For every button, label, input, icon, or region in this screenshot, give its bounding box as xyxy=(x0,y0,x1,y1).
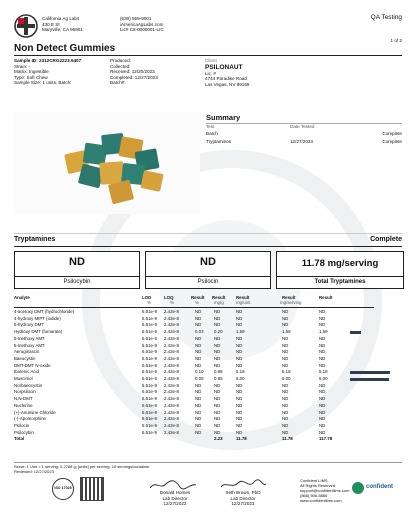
lod-value: 6.51e-9 xyxy=(142,329,157,335)
result-pct: ND xyxy=(195,355,202,361)
result-mgunit: 5.18 xyxy=(236,369,245,375)
lab-address-line1: 430 E St xyxy=(42,21,60,27)
result-mgserving: ND xyxy=(282,362,289,368)
signer-1-name: Donald Homes xyxy=(159,490,191,495)
result-mgunit: 11.78 xyxy=(236,436,247,442)
result-box-psilocin xyxy=(145,251,271,289)
lod-value: 6.51e-9 xyxy=(142,362,157,368)
loq-value: 2.42e-8 xyxy=(164,422,179,428)
result-mgg: ND xyxy=(214,422,221,428)
result-mgunit: ND xyxy=(236,409,243,415)
loq-value: 2.42e-8 xyxy=(164,369,179,375)
loq-value: 2.42e-8 xyxy=(164,389,179,395)
table-row xyxy=(14,410,374,416)
result-value: ND xyxy=(69,256,85,268)
iso-seal-icon xyxy=(52,478,74,500)
col-result: Result xyxy=(282,295,296,300)
result-final: ND xyxy=(319,422,326,428)
result-mgserving: ND xyxy=(282,389,289,395)
result-mgunit: 1.59 xyxy=(236,329,245,335)
analyte-name: Aeruginascin xyxy=(14,349,40,355)
result-pct: ND xyxy=(195,429,202,435)
result-mgunit: ND xyxy=(236,429,243,435)
table-row xyxy=(14,423,374,429)
loq-value: 2.42e-8 xyxy=(164,416,179,422)
sub-lod: % xyxy=(147,300,151,305)
analyte-name: Psilocybin xyxy=(14,429,34,435)
title-rule xyxy=(14,55,402,56)
table-row xyxy=(14,316,374,322)
qa-title: QA Testing xyxy=(370,14,402,21)
loq-value: 2.42e-8 xyxy=(164,315,179,321)
col-result: Result xyxy=(191,295,205,300)
loq-value: 2.42e-8 xyxy=(164,429,179,435)
result-mgunit: ND xyxy=(236,342,243,348)
analyte-name: Ibotenic Acid xyxy=(14,369,39,375)
table-subheader xyxy=(14,300,374,306)
result-final: 1.59 xyxy=(319,329,328,335)
lod-value: 6.51e-9 xyxy=(142,335,157,341)
result-pct: 0.03 xyxy=(195,329,204,335)
table-row xyxy=(14,416,374,422)
result-mgg: ND xyxy=(214,362,221,368)
table-row xyxy=(14,343,374,349)
result-final: ND xyxy=(319,396,326,402)
lab-license: Lic# C8-0000001-LIC xyxy=(120,27,164,33)
loq-value: 2.42e-8 xyxy=(164,349,179,355)
result-mgserving: 5.18 xyxy=(282,369,291,375)
result-mgserving: ND xyxy=(282,409,289,415)
footer-rule xyxy=(14,462,402,463)
analyte-name: Total xyxy=(14,436,25,442)
result-final: 5.00 xyxy=(319,376,328,381)
sub-loq: % xyxy=(170,300,174,305)
client-name: PSILONAUT xyxy=(205,63,243,71)
iso-seal-label: ISO 17025 xyxy=(54,486,72,490)
result-pct: ND xyxy=(195,315,202,321)
result-pct: ND xyxy=(195,409,202,415)
result-final: ND xyxy=(319,362,326,368)
total-extra: 117.78 xyxy=(319,436,333,442)
signer-1-date: 12/27/2023 xyxy=(163,501,187,507)
table-row xyxy=(14,329,374,335)
lod-value: 6.51e-9 xyxy=(142,422,157,428)
result-final: ND xyxy=(319,309,326,314)
col-loq: LOQ xyxy=(164,295,174,300)
strain: Strain: - xyxy=(14,63,31,69)
result-pct: ND xyxy=(195,349,202,355)
completed: Completed: 12/27/2023 xyxy=(110,74,158,80)
summary-status: Complete xyxy=(382,139,402,144)
loq-value: 2.42e-8 xyxy=(164,355,179,361)
client-address-line2: Las Vegas, NV 89169 xyxy=(205,81,250,87)
result-mgunit: ND xyxy=(236,402,243,408)
col-lod: LOD xyxy=(142,295,152,300)
result-mgunit: ND xyxy=(236,309,243,314)
result-mgserving: ND xyxy=(282,342,289,348)
lod-value: 6.51e-9 xyxy=(142,429,157,435)
sub-mgunit: mg/unit xyxy=(236,300,251,305)
batch-number: Batch#: xyxy=(110,80,126,86)
result-pct: ND xyxy=(195,362,202,368)
table-row xyxy=(14,376,374,382)
analyte-name: 5-methoxy AMT xyxy=(14,342,45,348)
table-row xyxy=(14,369,374,375)
lod-value: 6.51e-9 xyxy=(142,382,157,388)
lod-value: 6.51e-9 xyxy=(142,409,157,415)
result-mgg: ND xyxy=(214,335,221,341)
signer-1-role: Lab Director xyxy=(162,495,188,501)
signature-2 xyxy=(218,478,268,490)
result-final: ND xyxy=(319,389,326,395)
result-mgserving: 5.00 xyxy=(282,376,291,381)
client-license: Lic. # xyxy=(205,70,216,76)
collected: Collected: xyxy=(110,63,131,69)
col-result: Result xyxy=(319,295,333,300)
analyte-name: Nuclerine xyxy=(14,402,33,408)
loq-value: 2.42e-8 xyxy=(164,396,179,402)
result-mgserving: ND xyxy=(282,335,289,341)
section-title: Tryptamines xyxy=(14,236,56,243)
col-analyte: Analyte xyxy=(14,295,30,300)
result-mgserving: ND xyxy=(282,322,289,328)
vendor-rights: All Rights Reserved xyxy=(300,483,336,488)
confident-brand: confident xyxy=(366,484,393,490)
col-result: Result xyxy=(236,295,250,300)
sub-pct: % xyxy=(195,300,199,305)
table-row xyxy=(14,363,374,369)
result-box-psilocybin xyxy=(14,251,140,289)
vendor-phone: (866) 506-5866 xyxy=(300,493,328,498)
result-mgserving: ND xyxy=(282,355,289,361)
lod-value: 6.51e-9 xyxy=(142,416,157,422)
section-status: Complete xyxy=(370,236,402,243)
sub-mgg: mg/g xyxy=(214,300,224,305)
loq-value: 2.42e-8 xyxy=(164,409,179,415)
analyte-name: 4-acetoxy DMT (hydrochloride) xyxy=(14,309,75,314)
footer-reviewed: Reviewed: 12/27/2023 xyxy=(14,469,54,474)
result-mgg: ND xyxy=(214,382,221,388)
qr-code-icon xyxy=(80,477,104,501)
signature-1 xyxy=(148,478,198,490)
result-mgg: ND xyxy=(214,416,221,422)
result-mgserving: ND xyxy=(282,382,289,388)
result-mgg: ND xyxy=(214,322,221,328)
result-mgg: ND xyxy=(214,402,221,408)
lod-value: 6.51e-9 xyxy=(142,355,157,361)
lod-value: 6.51e-9 xyxy=(142,349,157,355)
analyte-name: Muscimol xyxy=(14,376,33,381)
loq-value: 2.42e-8 xyxy=(164,309,179,314)
result-mgg: 0.98 xyxy=(214,369,223,375)
result-mgunit: 5.00 xyxy=(236,376,245,381)
analyte-name: 4-hydroxy MIPT (iodide) xyxy=(14,315,61,321)
table-row xyxy=(14,356,374,362)
result-mgserving: 11.78 xyxy=(282,436,293,442)
loq-value: 2.42e-8 xyxy=(164,342,179,348)
result-pct: ND xyxy=(195,342,202,348)
result-pct: ND xyxy=(195,335,202,341)
lod-value: 6.51e-9 xyxy=(142,309,157,314)
result-pct: ND xyxy=(195,382,202,388)
result-mgserving: ND xyxy=(282,396,289,402)
vendor-website: www.confidentlims.com xyxy=(300,498,342,503)
result-pct: 0.10 xyxy=(195,369,204,375)
table-row xyxy=(14,403,374,409)
result-pct: ND xyxy=(195,309,202,314)
loq-value: 2.42e-8 xyxy=(164,362,179,368)
result-mgg: 0.95 xyxy=(214,376,223,381)
result-mgg: ND xyxy=(214,429,221,435)
loq-value: 2.42e-8 xyxy=(164,335,179,341)
analyte-name: N,N-DMT xyxy=(14,396,33,402)
result-pct: ND xyxy=(195,422,202,428)
table-row xyxy=(14,383,374,389)
result-mgserving: ND xyxy=(282,349,289,355)
result-label: Psilocybin xyxy=(15,276,139,288)
analyte-name: 5-hydroxy DMT xyxy=(14,322,45,328)
analyte-name: Norpsilocin xyxy=(14,389,36,395)
lod-value: 6.51e-9 xyxy=(142,369,157,375)
result-mgg: ND xyxy=(214,396,221,402)
summary-test: Batch xyxy=(206,131,218,136)
signer-2-role: Lab Director xyxy=(230,495,256,501)
result-mgunit: ND xyxy=(236,355,243,361)
produced: Produced: xyxy=(110,58,131,63)
analyte-name: (-)-Apomorphine xyxy=(14,416,46,422)
analyte-name: Norbaeocystin xyxy=(14,382,43,388)
lod-value: 6.51e-9 xyxy=(142,389,157,395)
result-mgserving: ND xyxy=(282,402,289,408)
lab-logo xyxy=(14,14,38,38)
result-pct: ND xyxy=(195,402,202,408)
sample-id: Sample ID: 2312CRG2223.5407 xyxy=(14,58,82,63)
lod-value: 6.51e-9 xyxy=(142,342,157,348)
summary-col-date: Date Tested xyxy=(290,124,315,129)
lab-address-line2: Maryville, CA 95901 xyxy=(42,27,83,33)
client-label: Client xyxy=(205,58,217,63)
lod-value: 6.51e-9 xyxy=(142,315,157,321)
result-mgserving: ND xyxy=(282,429,289,435)
result-final: ND xyxy=(319,315,326,321)
received: Received: 12/20/2023 xyxy=(110,69,155,75)
col-result: Result xyxy=(212,295,226,300)
result-final: ND xyxy=(319,355,326,361)
result-final: ND xyxy=(319,429,326,435)
lod-value: 6.51e-9 xyxy=(142,402,157,408)
result-mgserving: 1.59 xyxy=(282,329,291,335)
result-final: ND xyxy=(319,322,326,328)
result-mgg: 0.20 xyxy=(214,329,223,335)
section-rule xyxy=(14,233,402,234)
analyte-name: Baeocystin xyxy=(14,355,36,361)
loq-value: 2.42e-8 xyxy=(164,376,179,381)
lab-name: California Ag Labs xyxy=(42,16,80,21)
result-final: ND xyxy=(319,349,326,355)
summary-col-test: Test xyxy=(206,124,215,129)
analyte-name: DMT-DMT N-oxide xyxy=(14,362,51,368)
result-mgserving: ND xyxy=(282,309,289,314)
result-mgg: ND xyxy=(214,309,221,314)
result-pct: ND xyxy=(195,389,202,395)
vendor-name: Confident LIMS xyxy=(300,478,328,483)
signer-2-name: Seth Brown, PhD xyxy=(225,490,261,495)
sub-mgserving: mg/serving xyxy=(280,300,302,305)
summary-test: Tryptamines xyxy=(206,139,232,144)
confident-logo-icon xyxy=(352,482,364,494)
result-mgserving: ND xyxy=(282,422,289,428)
loq-value: 2.42e-8 xyxy=(164,382,179,388)
result-mgg: ND xyxy=(214,389,221,395)
result-pct: ND xyxy=(195,396,202,402)
result-pct: ND xyxy=(195,322,202,328)
table-row xyxy=(14,309,374,315)
result-mgunit: ND xyxy=(236,315,243,321)
summary-row xyxy=(206,131,402,137)
result-final: ND xyxy=(319,382,326,388)
result-mgunit: ND xyxy=(236,335,243,341)
result-mgserving: ND xyxy=(282,315,289,321)
result-mgunit: ND xyxy=(236,416,243,422)
loq-value: 2.42e-8 xyxy=(164,322,179,328)
lod-value: 6.51e-9 xyxy=(142,322,157,328)
result-pct: ND xyxy=(195,416,202,422)
result-mgserving: ND xyxy=(282,416,289,422)
sample-size: Sample Size: 1 units, Batch: xyxy=(14,80,72,86)
lod-value: 6.51e-9 xyxy=(142,396,157,402)
type: Type: Soft Chew xyxy=(14,74,48,80)
result-mgunit: ND xyxy=(236,362,243,368)
result-mgg: 2.23 xyxy=(214,436,223,442)
summary-status: Complete xyxy=(382,131,402,136)
analyte-name: (+)-Anumine Chloride xyxy=(14,409,56,415)
matrix: Matrix: Ingestible xyxy=(14,69,49,75)
result-value: ND xyxy=(200,256,216,268)
table-row xyxy=(14,322,374,328)
lod-value: 6.51e-9 xyxy=(142,376,157,381)
result-bar xyxy=(350,331,361,334)
result-final: 5.18 xyxy=(319,369,328,375)
summary-row xyxy=(206,139,402,145)
table-row xyxy=(14,436,374,442)
product-title: Non Detect Gummies xyxy=(14,43,116,54)
page-number: 1 of 2 xyxy=(390,38,402,43)
result-mgg: ND xyxy=(214,355,221,361)
result-mgunit: ND xyxy=(236,422,243,428)
result-mgg: ND xyxy=(214,315,221,321)
result-pct: 0.09 xyxy=(195,376,204,381)
result-label: Total Tryptamines xyxy=(277,276,403,288)
table-row xyxy=(14,336,374,342)
result-mgg: ND xyxy=(214,342,221,348)
result-mgunit: ND xyxy=(236,322,243,328)
lab-email: iAmericaAgLabs.com xyxy=(120,21,164,27)
result-final: ND xyxy=(319,416,326,422)
result-mgg: ND xyxy=(214,409,221,415)
result-value: 11.78 mg/serving xyxy=(301,258,379,269)
analyte-name: Psilocin xyxy=(14,422,30,428)
product-photo xyxy=(14,112,200,214)
result-final: ND xyxy=(319,409,326,415)
loq-value: 2.42e-8 xyxy=(164,402,179,408)
table-row xyxy=(14,389,374,395)
vendor-email: support@confidentlims.com xyxy=(300,488,350,493)
analyte-name: Hydroxy DMT (fumarate) xyxy=(14,329,63,335)
table-row xyxy=(14,430,374,436)
result-mgunit: ND xyxy=(236,349,243,355)
lab-phone: (530) 559-9001 xyxy=(120,16,152,21)
result-mgg: ND xyxy=(214,349,221,355)
table-row xyxy=(14,396,374,402)
result-bar xyxy=(350,378,389,381)
summary-date: 12/27/2023 xyxy=(290,139,313,144)
client-address-line1: 4744 Paradise Road xyxy=(205,76,247,82)
result-label: Psilocin xyxy=(146,276,270,288)
analyte-name: 5-methoxy AMT xyxy=(14,335,45,341)
result-mgunit: ND xyxy=(236,396,243,402)
loq-value: 2.42e-8 xyxy=(164,329,179,335)
result-final: ND xyxy=(319,335,326,341)
result-box-total xyxy=(276,251,404,289)
signer-2-date: 12/27/2023 xyxy=(231,501,255,507)
result-bar xyxy=(350,371,390,374)
result-mgunit: ND xyxy=(236,382,243,388)
footer-note: Serve: 1 Unit = 1 serving; 5.2768 g; [units] per serving; 10 servings/container xyxy=(14,464,150,469)
result-final: ND xyxy=(319,402,326,408)
table-header-rule xyxy=(14,307,374,308)
section-rule-bottom xyxy=(14,246,402,247)
result-final: ND xyxy=(319,342,326,348)
table-row xyxy=(14,349,374,355)
result-mgunit: ND xyxy=(236,389,243,395)
summary-title: Summary xyxy=(206,113,241,122)
